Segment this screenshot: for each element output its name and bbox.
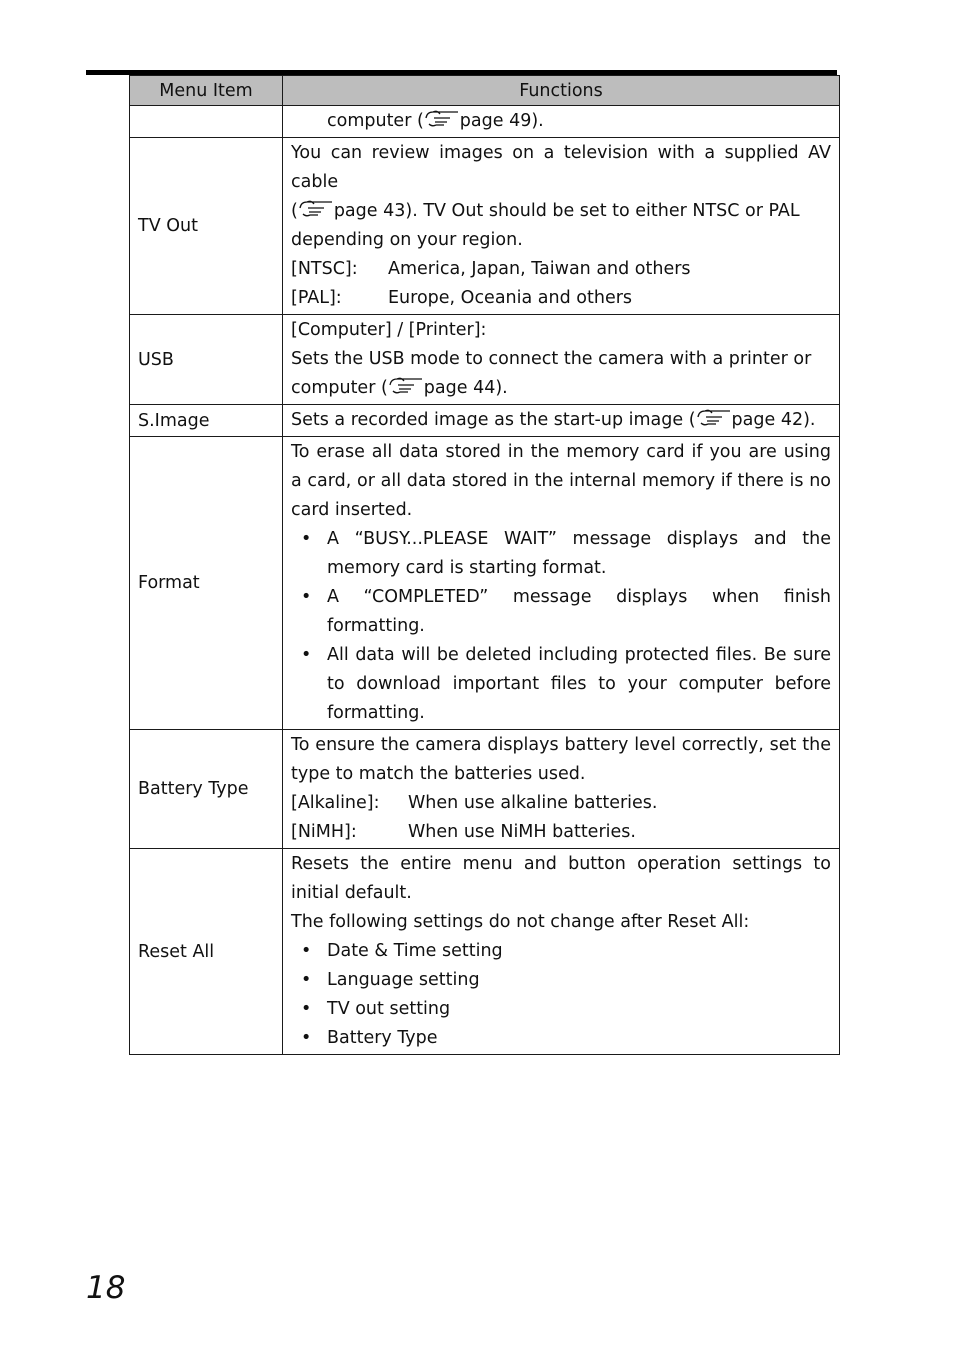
menu-item-label: Battery Type (130, 730, 283, 849)
menu-item-label: S.Image (130, 405, 283, 437)
menu-item-label: Format (130, 437, 283, 730)
list-item: • A “BUSY...PLEASE WAIT” message displays and the memory card is starting format. (301, 529, 831, 578)
list-item: • Battery Type (301, 1028, 438, 1048)
table-row-s-image: S.Image Sets a recorded image as the start-up image ( page 42). (130, 405, 840, 437)
table-row-tv-out: TV Out You can review images on a television with a supplied AV cable ( page 43). TV Out should be set to either NTSC or PAL depending on your region. [NTSC]: America, Japan, Taiwan and others [PAL]: Europe, Oceania and others (130, 138, 840, 315)
table-row-format: Format To erase all data stored in the memory card if you are using a card, or all data stored in the internal memory if there is no card inserted. • A “BUSY...PLEASE WAIT” message displays and the memory card is starting format. • A “COMPLETED” message displays when finish formatting. • All data will be deleted including protected files. Be sure to download important files to your computer before formatting. (130, 437, 840, 730)
list-item: • Language setting (301, 970, 480, 990)
list-item: • TV out setting (301, 999, 451, 1019)
menu-item-label: USB (130, 315, 283, 405)
pointing-hand-icon (388, 375, 424, 391)
table-header-row (130, 76, 840, 106)
table-row-continued: computer ( page 49). (130, 106, 840, 138)
menu-item-label: TV Out (130, 138, 283, 315)
table-row-reset-all: Reset All Resets the entire menu and button operation settings to initial default. The following settings do not change after Reset All: • Date & Time setting • Language setting • TV out setting • Battery Type (130, 849, 840, 1055)
table-row-battery-type: Battery Type To ensure the camera displays battery level correctly, set the type to match the batteries used. [Alkaline]: When use alkaline batteries. [NiMH]: When use NiMH batteries. (130, 730, 840, 849)
list-item: • Date & Time setting (301, 941, 503, 961)
list-item: • A “COMPLETED” message displays when finish formatting. (301, 587, 831, 636)
header-functions: Functions (283, 76, 840, 106)
menu-item-label: Reset All (130, 849, 283, 1055)
header-menu-item: Menu Item (130, 76, 283, 106)
page-number: 18 (86, 1270, 126, 1306)
pointing-hand-icon (298, 198, 334, 214)
pointing-hand-icon (696, 407, 732, 423)
list-item: • All data will be deleted including protected files. Be sure to download important files to your computer before formatting. (301, 645, 831, 723)
menu-functions-table (129, 75, 840, 1055)
pointing-hand-icon (424, 108, 460, 124)
table-row-usb: USB [Computer] / [Printer]: Sets the USB mode to connect the camera with a printer or computer ( page 44). (130, 315, 840, 405)
